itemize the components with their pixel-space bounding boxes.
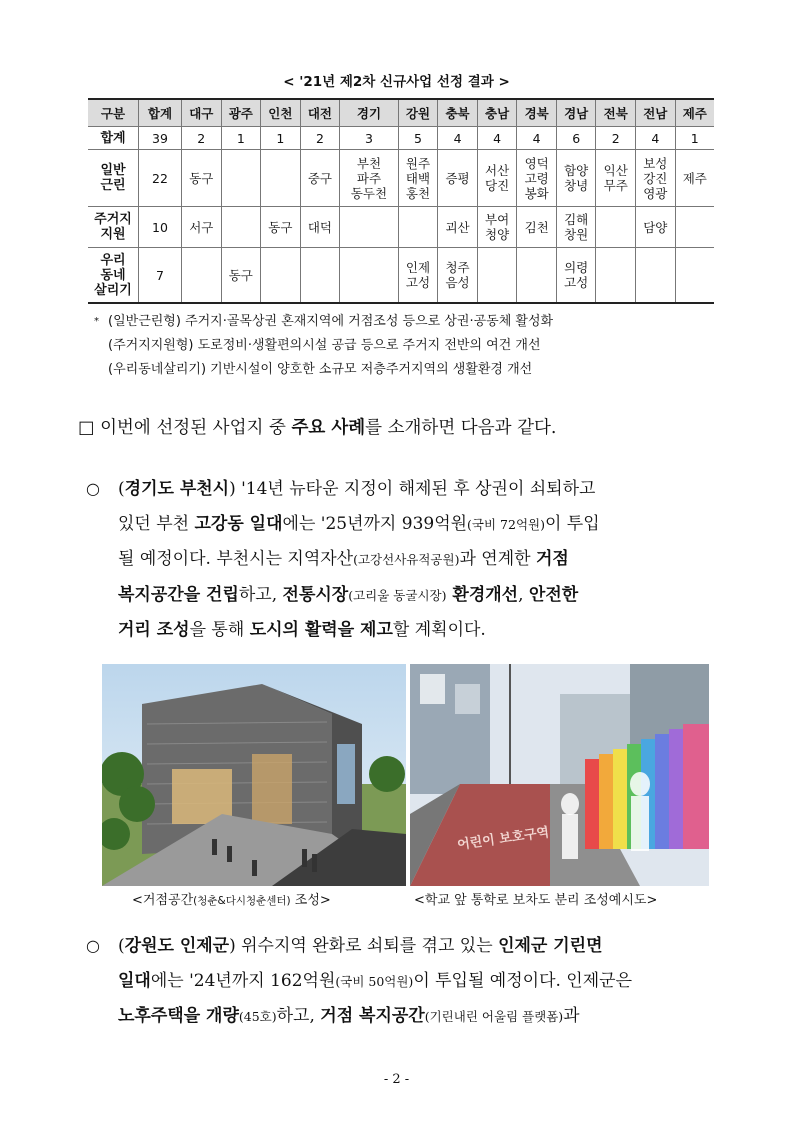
cell-line: 서산 [485, 163, 510, 178]
cell-line: 파주 [356, 170, 382, 186]
table-cell: 4 [517, 127, 557, 150]
caption-text: <거점공간 [132, 893, 194, 908]
cell-line: 영덕 [524, 155, 549, 171]
note-line: (주거지지원형) 도로정비·생활편의시설 공급 등으로 주거지 전반의 여건 개선 [108, 338, 541, 353]
table-cell: 동구 [221, 248, 261, 304]
region-name: 강원도 인제군 [124, 936, 230, 956]
table-row-local [88, 248, 714, 304]
cell-line: 보성 [643, 155, 668, 171]
text: 하고, [276, 1006, 321, 1026]
header-cell: 광주 [221, 99, 261, 127]
table-cell [556, 248, 596, 304]
table-cell: 중구 [300, 150, 340, 207]
table-cell: 서구 [182, 207, 222, 248]
table-cell: 4 [438, 127, 478, 150]
circle-bullet-icon: ○ [86, 936, 100, 955]
text: , [518, 584, 529, 605]
cell-line: 창녕 [564, 178, 589, 193]
note: (고리울 동굴시장) [348, 587, 447, 603]
cell-line: 인제 [405, 260, 431, 275]
cell-line: 홍천 [405, 185, 431, 201]
table-cell: 22 [139, 150, 182, 207]
table-cell: 3 [340, 127, 399, 150]
table-cell [556, 207, 596, 248]
page-number: - 2 - [383, 1072, 410, 1087]
row-label [88, 150, 139, 207]
emphasis: 일대 [118, 970, 151, 991]
note: (45호) [238, 1009, 277, 1024]
paragraph-line [118, 507, 726, 543]
row-label-line: 우리 [100, 252, 126, 268]
caption-left [132, 889, 331, 908]
text: 과 [563, 1006, 580, 1026]
text: 에는 '24년까지 162억원 [150, 970, 336, 991]
row-label [88, 207, 139, 248]
table-row-normal [88, 150, 714, 207]
row-label [88, 248, 139, 304]
table-cell [636, 150, 676, 207]
table-row-house [88, 207, 714, 248]
text: 이 투입될 예정이다. 인제군은 [413, 970, 632, 991]
paragraph-line [118, 999, 726, 1035]
cell-line: 고령 [524, 170, 549, 186]
row-label-line: 동네 [100, 267, 126, 283]
table-cell [438, 248, 478, 304]
table-cell: 4 [477, 127, 517, 150]
intro-text: 를 소개하면 다음과 같다. [365, 418, 557, 438]
table-cell [221, 150, 261, 207]
table-cell [398, 150, 438, 207]
paragraph-line [118, 472, 726, 507]
emphasis: 거리 조성 [118, 620, 190, 640]
table-cell: 담양 [636, 207, 676, 248]
table-cell [596, 207, 636, 248]
table-cell: 5 [398, 127, 438, 150]
emphasis: 노후주택을 개량 [118, 1006, 239, 1026]
cell-line: 청주 [445, 260, 470, 275]
row-label-line: 주거지 [94, 212, 132, 227]
table-cell: 증평 [438, 150, 478, 207]
selection-result-table [88, 98, 714, 304]
text: 하고, [238, 584, 283, 605]
table-cell [398, 207, 438, 248]
note: (국비 50억원) [335, 973, 414, 989]
intro-sentence [78, 414, 758, 439]
table-cell: 2 [300, 127, 340, 150]
header-cell: 인천 [261, 99, 301, 127]
text: 과 연계한 [459, 549, 536, 569]
table-cell [675, 248, 714, 304]
note: (기린내린 어울림 플랫폼) [424, 1009, 564, 1024]
cell-line: 고성 [564, 275, 589, 290]
table-cell: 2 [596, 127, 636, 150]
table-cell [340, 248, 399, 304]
header-cell: 대구 [182, 99, 222, 127]
text: 에는 '25년까지 939억원 [282, 513, 468, 534]
table-title: < '21년 제2차 신규사업 선정 결과 > [283, 74, 510, 90]
emphasis: 고강동 일대 [194, 513, 283, 534]
cell-line: 함양 [564, 163, 589, 178]
cell-line: 봉화 [524, 185, 549, 201]
table-row-total [88, 127, 714, 150]
row-label-line: 살리기 [94, 282, 132, 298]
case-bucheon [86, 472, 726, 648]
header-cell: 경기 [340, 99, 399, 127]
cell-line: 영광 [643, 185, 668, 201]
region-name: 경기도 부천시 [124, 479, 230, 499]
table-cell [340, 150, 399, 207]
table-cell [300, 248, 340, 304]
table-cell: 동구 [261, 207, 301, 248]
cell-line: 창원 [564, 227, 589, 242]
table-cell [675, 207, 714, 248]
cell-line: 익산 [603, 163, 628, 178]
table-cell [221, 207, 261, 248]
caption-note: (청춘&다시청춘센터) [193, 895, 291, 907]
row-label-line: 근린 [100, 178, 126, 193]
paragraph-line [118, 542, 726, 578]
emphasis: 거점 [535, 549, 569, 569]
school-road-example-image [410, 664, 709, 886]
note-line: (우리동네살리기) 기반시설이 양호한 소규모 저층주거지역의 생활환경 개선 [108, 362, 533, 377]
road-marking-text: 어린이 보호구역 [456, 825, 551, 853]
cell-line: 원주 [405, 155, 431, 171]
note: (국비 72억원) [467, 516, 545, 532]
text: 될 예정이다. 부천시는 지역자산 [118, 549, 354, 569]
table-cell: 동구 [182, 150, 222, 207]
cell-line: 강진 [643, 170, 668, 186]
table-cell: 2 [182, 127, 222, 150]
table-cell [182, 248, 222, 304]
table-cell: 괴산 [438, 207, 478, 248]
text: ( [118, 479, 125, 499]
emphasis: 전통시장 [282, 584, 349, 605]
circle-bullet-icon: ○ [86, 479, 100, 498]
text: ( [118, 936, 125, 956]
emphasis: 복지공간을 건립 [118, 584, 239, 605]
cell-line: 동두천 [350, 185, 388, 201]
header-cell: 구분 [88, 99, 139, 127]
emphasis: 도시의 활력을 제고 [249, 620, 393, 640]
table-cell [556, 150, 596, 207]
cell-line: 의령 [564, 260, 589, 275]
paragraph-line [118, 929, 726, 964]
header-cell: 충남 [477, 99, 517, 127]
hub-center-rendering-image [102, 664, 406, 886]
emphasis: 안전한 [528, 584, 579, 605]
caption-right: <학교 앞 통학로 보차도 분리 조성예시도> [414, 893, 658, 908]
text: ) 위수지역 완화로 쇠퇴를 겪고 있는 [229, 936, 499, 956]
intro-text: 이번에 선정된 사업지 중 [100, 418, 292, 438]
table-cell: 제주 [675, 150, 714, 207]
row-label-line: 지원 [100, 227, 126, 242]
table-cell [477, 150, 517, 207]
table-cell [596, 248, 636, 304]
paragraph-line [118, 578, 726, 614]
table-notes [94, 310, 748, 382]
table-cell: 1 [221, 127, 261, 150]
note: (고강선사유적공원) [353, 552, 460, 567]
intro-emphasis: 주요 사례 [291, 418, 366, 438]
table-cell [477, 207, 517, 248]
cell-line: 청양 [485, 227, 510, 242]
table-cell: 대덕 [300, 207, 340, 248]
header-cell: 전북 [596, 99, 636, 127]
table-cell [517, 248, 557, 304]
row-label: 합계 [88, 127, 139, 150]
text: ) '14년 뉴타운 지정이 해제된 후 상권이 쇠퇴하고 [229, 479, 596, 499]
header-cell: 경북 [517, 99, 557, 127]
paragraph-line [118, 613, 726, 648]
emphasis: 거점 복지공간 [320, 1006, 425, 1026]
header-cell: 경남 [556, 99, 596, 127]
case-inje [86, 929, 726, 1035]
paragraph-line [118, 964, 726, 1000]
caption-text: 조성> [290, 893, 331, 908]
table-cell [261, 248, 301, 304]
cell-line: 부여 [485, 212, 510, 227]
header-cell: 전남 [636, 99, 676, 127]
header-cell: 제주 [675, 99, 714, 127]
cell-line: 무주 [603, 178, 628, 193]
cell-line: 태백 [405, 170, 431, 186]
table-cell: 10 [139, 207, 182, 248]
cell-line: 당진 [485, 178, 510, 193]
table-cell: 1 [261, 127, 301, 150]
text: 이 투입 [544, 513, 600, 534]
table-header-row [88, 99, 714, 127]
cell-line: 김해 [564, 212, 589, 227]
header-cell: 충북 [438, 99, 478, 127]
header-cell: 합계 [139, 99, 182, 127]
row-label-line: 일반 [100, 163, 126, 178]
table-cell: 4 [636, 127, 676, 150]
emphasis: 인제군 기린면 [498, 936, 603, 956]
table-cell: 39 [139, 127, 182, 150]
table-cell [261, 150, 301, 207]
table-cell: 7 [139, 248, 182, 304]
cell-line: 음성 [445, 275, 470, 290]
table-cell [596, 150, 636, 207]
text: 할 계획이다. [392, 620, 486, 640]
emphasis: 환경개선 [446, 584, 519, 605]
table-cell: 김천 [517, 207, 557, 248]
table-cell: 6 [556, 127, 596, 150]
text: 있던 부천 [118, 513, 195, 534]
cell-line: 부천 [356, 155, 382, 171]
table-cell [636, 248, 676, 304]
table-cell: 1 [675, 127, 714, 150]
note-asterisk: * [94, 316, 99, 327]
table-cell [340, 207, 399, 248]
header-cell: 대전 [300, 99, 340, 127]
table-cell [517, 150, 557, 207]
note-line: (일반근린형) 주거지·골목상권 혼재지역에 거점조성 등으로 상권·공동체 활성화 [108, 314, 554, 329]
table-cell [477, 248, 517, 304]
checkbox-square-icon: □ [78, 418, 95, 438]
cell-line: 고성 [405, 275, 431, 290]
header-cell: 강원 [398, 99, 438, 127]
table-cell [398, 248, 438, 304]
text: 을 통해 [189, 620, 250, 640]
